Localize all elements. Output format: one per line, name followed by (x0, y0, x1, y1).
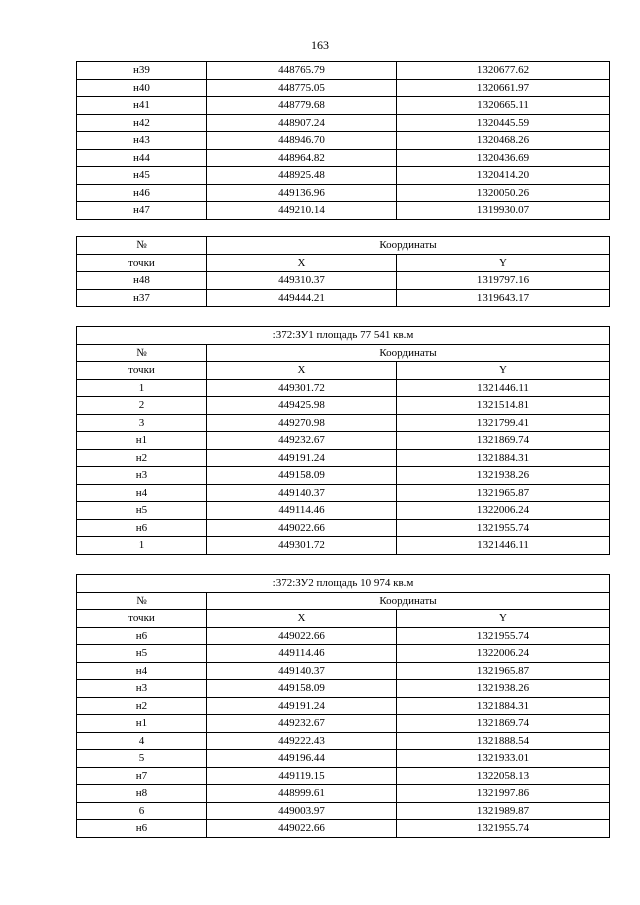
point-number-cell: 2 (77, 397, 207, 415)
point-number-cell: н44 (77, 149, 207, 167)
y-coordinate-cell: 1319643.17 (397, 289, 610, 307)
table-title: :372:ЗУ2 площадь 10 974 кв.м (77, 575, 610, 593)
table-row (77, 519, 610, 537)
title-row (77, 327, 610, 345)
y-coordinate-cell: 1320414.20 (397, 167, 610, 185)
y-coordinate-cell: 1321997.86 (397, 785, 610, 803)
point-label-header: точки (77, 254, 207, 272)
x-coordinate-cell: 449210.14 (207, 202, 397, 220)
y-coordinate-cell: 1320661.97 (397, 79, 610, 97)
table-row (77, 697, 610, 715)
point-number-header: № (77, 592, 207, 610)
point-number-cell: 1 (77, 379, 207, 397)
x-coordinate-cell: 449222.43 (207, 732, 397, 750)
point-number-cell: н45 (77, 167, 207, 185)
table-row (77, 202, 610, 220)
y-coordinate-cell: 1321446.11 (397, 537, 610, 555)
y-coordinate-cell: 1320445.59 (397, 114, 610, 132)
header-row (77, 362, 610, 380)
y-coordinate-cell: 1321955.74 (397, 820, 610, 838)
coordinates-header: Координаты (207, 237, 610, 255)
y-coordinate-cell: 1321869.74 (397, 432, 610, 450)
x-coordinate-cell: 449301.72 (207, 379, 397, 397)
coordinates-header: Координаты (207, 592, 610, 610)
header-row (77, 592, 610, 610)
point-number-cell: н47 (77, 202, 207, 220)
x-coordinate-cell: 448925.48 (207, 167, 397, 185)
point-number-cell: 3 (77, 414, 207, 432)
point-number-cell: н41 (77, 97, 207, 115)
x-coordinate-cell: 449136.96 (207, 184, 397, 202)
coordinates-header: Координаты (207, 344, 610, 362)
y-coordinate-cell: 1321933.01 (397, 750, 610, 768)
table-row (77, 732, 610, 750)
point-number-header: № (77, 344, 207, 362)
table-row (77, 414, 610, 432)
table-row (77, 132, 610, 150)
point-number-cell: н8 (77, 785, 207, 803)
point-number-cell: н4 (77, 662, 207, 680)
x-coordinate-cell: 449191.24 (207, 449, 397, 467)
table-row (77, 715, 610, 733)
y-coordinate-cell: 1320468.26 (397, 132, 610, 150)
point-number-cell: н5 (77, 502, 207, 520)
point-number-cell: н1 (77, 715, 207, 733)
table-row (77, 484, 610, 502)
table-row (77, 767, 610, 785)
table-row (77, 802, 610, 820)
x-coordinate-cell: 449114.46 (207, 645, 397, 663)
x-coordinate-cell: 449191.24 (207, 697, 397, 715)
y-coordinate-cell: 1320050.26 (397, 184, 610, 202)
coordinates-table-points (76, 236, 610, 307)
x-coordinate-cell: 449119.15 (207, 767, 397, 785)
table-body (77, 379, 610, 554)
y-coordinate-cell: 1321888.54 (397, 732, 610, 750)
table-row (77, 537, 610, 555)
point-number-cell: 4 (77, 732, 207, 750)
x-coordinate-cell: 449022.66 (207, 627, 397, 645)
table-row (77, 645, 610, 663)
point-label-header: точки (77, 610, 207, 628)
coordinates-table-zu2 (76, 574, 610, 838)
x-coordinate-cell: 448779.68 (207, 97, 397, 115)
header-row (77, 237, 610, 255)
y-coordinate-cell: 1322006.24 (397, 502, 610, 520)
table-row (77, 820, 610, 838)
point-number-cell: н7 (77, 767, 207, 785)
point-number-cell: н37 (77, 289, 207, 307)
point-number-cell: 6 (77, 802, 207, 820)
y-coordinate-cell: 1322058.13 (397, 767, 610, 785)
table-row (77, 432, 610, 450)
y-coordinate-cell: 1321965.87 (397, 662, 610, 680)
table-row (77, 114, 610, 132)
y-coordinate-cell: 1319797.16 (397, 272, 610, 290)
x-coordinate-cell: 449158.09 (207, 680, 397, 698)
point-number-cell: н3 (77, 467, 207, 485)
y-header: Y (397, 362, 610, 380)
table-row (77, 785, 610, 803)
table-row (77, 627, 610, 645)
point-number-header: № (77, 237, 207, 255)
y-coordinate-cell: 1321514.81 (397, 397, 610, 415)
table-row (77, 662, 610, 680)
point-number-cell: н43 (77, 132, 207, 150)
point-number-cell: н3 (77, 680, 207, 698)
table-row (77, 379, 610, 397)
x-coordinate-cell: 449232.67 (207, 432, 397, 450)
x-coordinate-cell: 449425.98 (207, 397, 397, 415)
table-row (77, 502, 610, 520)
table-row (77, 149, 610, 167)
y-coordinate-cell: 1321938.26 (397, 467, 610, 485)
point-number-cell: н4 (77, 484, 207, 502)
header-row (77, 254, 610, 272)
x-coordinate-cell: 449232.67 (207, 715, 397, 733)
point-number-cell: н6 (77, 820, 207, 838)
point-number-cell: 1 (77, 537, 207, 555)
table-row (77, 62, 610, 80)
y-coordinate-cell: 1321884.31 (397, 697, 610, 715)
x-header: X (207, 254, 397, 272)
x-coordinate-cell: 448946.70 (207, 132, 397, 150)
point-number-cell: н6 (77, 627, 207, 645)
x-coordinate-cell: 448964.82 (207, 149, 397, 167)
table-row (77, 79, 610, 97)
x-coordinate-cell: 449022.66 (207, 820, 397, 838)
y-coordinate-cell: 1320665.11 (397, 97, 610, 115)
header-row (77, 344, 610, 362)
point-number-cell: н6 (77, 519, 207, 537)
x-header: X (207, 362, 397, 380)
x-coordinate-cell: 449003.97 (207, 802, 397, 820)
y-coordinate-cell: 1321799.41 (397, 414, 610, 432)
point-number-cell: н1 (77, 432, 207, 450)
table-row (77, 272, 610, 290)
y-header: Y (397, 610, 610, 628)
table-row (77, 97, 610, 115)
header-row (77, 610, 610, 628)
x-coordinate-cell: 449114.46 (207, 502, 397, 520)
y-coordinate-cell: 1321955.74 (397, 627, 610, 645)
table-body (77, 62, 610, 220)
point-number-cell: н2 (77, 697, 207, 715)
table-body (77, 272, 610, 307)
table-row (77, 397, 610, 415)
table-row (77, 449, 610, 467)
y-coordinate-cell: 1320677.62 (397, 62, 610, 80)
point-number-cell: н46 (77, 184, 207, 202)
table-row (77, 750, 610, 768)
y-coordinate-cell: 1321869.74 (397, 715, 610, 733)
x-coordinate-cell: 449140.37 (207, 484, 397, 502)
x-coordinate-cell: 449270.98 (207, 414, 397, 432)
table-row (77, 184, 610, 202)
table-row (77, 680, 610, 698)
coordinates-table-zu1 (76, 326, 610, 555)
y-coordinate-cell: 1321989.87 (397, 802, 610, 820)
y-coordinate-cell: 1322006.24 (397, 645, 610, 663)
y-coordinate-cell: 1321965.87 (397, 484, 610, 502)
table-title: :372:ЗУ1 площадь 77 541 кв.м (77, 327, 610, 345)
x-coordinate-cell: 448775.05 (207, 79, 397, 97)
y-coordinate-cell: 1320436.69 (397, 149, 610, 167)
point-number-cell: н48 (77, 272, 207, 290)
x-coordinate-cell: 449310.37 (207, 272, 397, 290)
title-row (77, 575, 610, 593)
x-coordinate-cell: 449444.21 (207, 289, 397, 307)
x-coordinate-cell: 448765.79 (207, 62, 397, 80)
y-coordinate-cell: 1321938.26 (397, 680, 610, 698)
coordinates-table-continued (76, 61, 610, 220)
table-row (77, 167, 610, 185)
x-coordinate-cell: 448999.61 (207, 785, 397, 803)
x-coordinate-cell: 449196.44 (207, 750, 397, 768)
x-coordinate-cell: 449140.37 (207, 662, 397, 680)
x-coordinate-cell: 449158.09 (207, 467, 397, 485)
y-coordinate-cell: 1321955.74 (397, 519, 610, 537)
x-header: X (207, 610, 397, 628)
point-number-cell: 5 (77, 750, 207, 768)
point-number-cell: н42 (77, 114, 207, 132)
y-coordinate-cell: 1319930.07 (397, 202, 610, 220)
x-coordinate-cell: 449022.66 (207, 519, 397, 537)
x-coordinate-cell: 449301.72 (207, 537, 397, 555)
point-number-cell: н2 (77, 449, 207, 467)
y-coordinate-cell: 1321884.31 (397, 449, 610, 467)
point-label-header: точки (77, 362, 207, 380)
page-number: 163 (311, 38, 329, 52)
point-number-cell: н39 (77, 62, 207, 80)
table-row (77, 467, 610, 485)
x-coordinate-cell: 448907.24 (207, 114, 397, 132)
point-number-cell: н5 (77, 645, 207, 663)
table-body (77, 627, 610, 837)
y-header: Y (397, 254, 610, 272)
table-row (77, 289, 610, 307)
point-number-cell: н40 (77, 79, 207, 97)
y-coordinate-cell: 1321446.11 (397, 379, 610, 397)
